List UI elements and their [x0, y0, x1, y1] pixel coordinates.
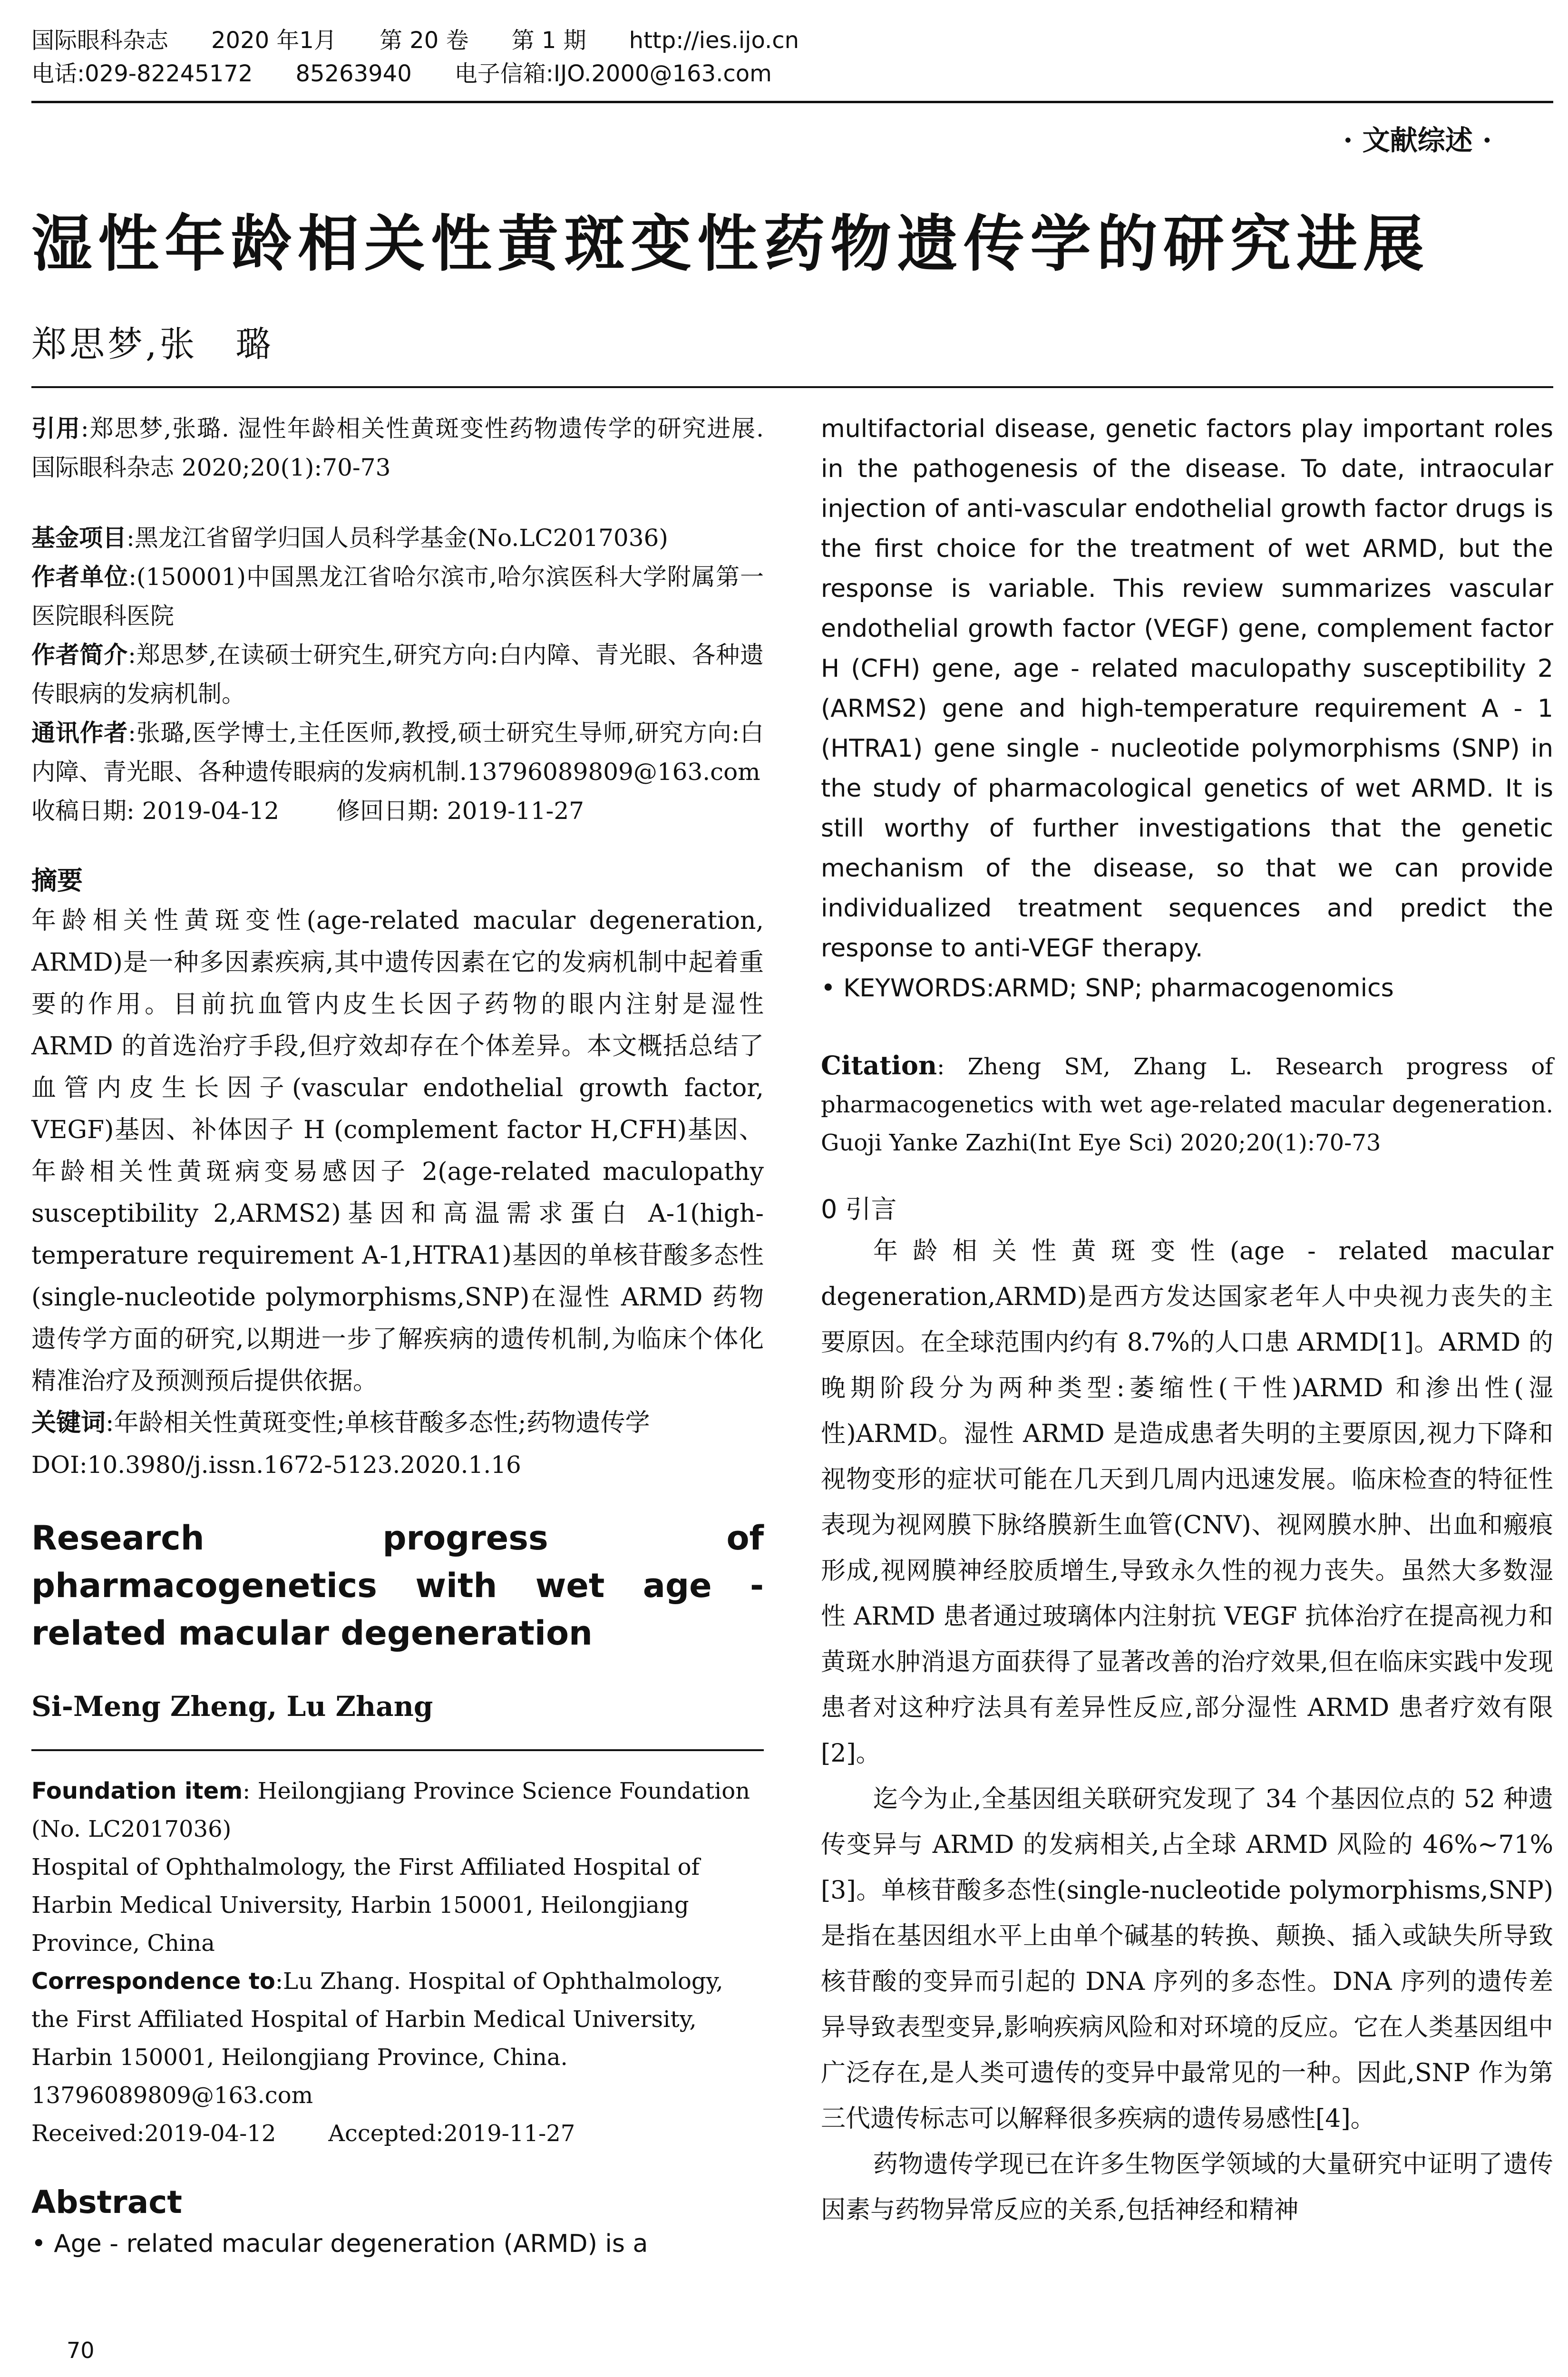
author-unit: 作者单位:(150001)中国黑龙江省哈尔滨市,哈尔滨医科大学附属第一医院眼科医院 — [31, 563, 764, 630]
left-column — [31, 409, 764, 2264]
english-title: Research progress of pharmacogenetics with wet age - related macular degeneration — [31, 1519, 764, 1653]
received-date: 收稿日期: 2019-04-12 — [31, 797, 280, 825]
header-line-1 — [31, 24, 1553, 57]
journal-header — [31, 24, 1553, 90]
abstract-heading-cn: 摘要 — [31, 866, 83, 896]
abstract-heading-en: Abstract — [31, 2184, 182, 2221]
affiliation-en: Hospital of Ophthalmology, the First Affiliated Hospital of Harbin Medical University, Harbin 150001, Heilongjiang Province, China — [31, 1854, 700, 1957]
volume: 第 20 卷 — [379, 27, 469, 54]
right-column — [821, 409, 1553, 2233]
keywords-en: • KEYWORDS:ARMD; SNP; pharmacogenomics — [821, 974, 1394, 1003]
header-line-2 — [31, 57, 1553, 90]
section-label: · 文献综述 · — [1343, 124, 1492, 156]
fund-info: 基金项目:黑龙江省留学归国人员科学基金(No.LC2017036) — [31, 524, 668, 552]
issue-date: 2020 年1月 — [211, 27, 337, 54]
abstract-en-cont: multifactorial disease, genetic factors play important roles in the pathogenesis of the disease. To date, intraocular injection of anti-vascular endothelial growth factor drugs is the first choice for the treatment of wet ARMD, but the response is variable. This review summarizes vascular endothelial growth factor (VEGF) gene, complement factor H (CFH) gene, age - related maculopathy susceptibility 2 (ARMS2) gene and high-temperature requirement A - 1 (HTRA1) gene single - nucleotide polymorphisms (SNP) in the study of pharmacological genetics of wet ARMD. It is still worthy of further investigations that the genetic mechanism of the disease, so that we can provide individualized treatment sequences and predict the response to anti-VEGF therapy. — [821, 415, 1553, 963]
correspondence-en: Correspondence to:Lu Zhang. Hospital of Ophthalmology, the First Affiliated Hospital of Harbin Medical University, Harbin 150001, Heilongjiang Province, China. 13796089809@163.com — [31, 1968, 723, 2109]
page-title: 湿性年龄相关性黄斑变性药物遗传学的研究进展 — [31, 209, 1430, 280]
citation-en: Citation: Zheng SM, Zhang L. Research progress of pharmacogenetics with wet age-related macular degeneration. Guoji Yanke Zazhi(Int Eye Sci) 2020;20(1):70-73 — [821, 1050, 1553, 1156]
revised-date: 修回日期: 2019-11-27 — [336, 797, 584, 825]
phone-2: 85263940 — [295, 60, 412, 87]
intro-paragraph-1: 年龄相关性黄斑变性(age - related macular degeneration,ARMD)是西方发达国家老年人中央视力丧失的主要原因。在全球范围内约有 8.7%的人口患 ARMD[1]。ARMD 的晚期阶段分为两种类型:萎缩性(干性)ARMD 和渗出性(湿性)ARMD。湿性 ARMD 是造成患者失明的主要原因,视力下降和视物变形的症状可能在几天到几周内迅速发展。临床检查的特征性表现为视网膜下脉络膜新生血管(CNV)、视网膜水肿、出血和瘢痕形成,视网膜神经胶质增生,导致永久性的视力丧失。虽然大多数湿性 ARMD 患者通过玻璃体内注射抗 VEGF 抗体治疗在提高视力和黄斑水肿消退方面获得了显著改善的治疗效果,但在临床实践中发现患者对这种疗法具有差异性反应,部分湿性 ARMD 患者疗效有限[2]。 — [821, 1237, 1553, 1768]
english-rule — [31, 1749, 764, 1751]
foundation-item: Foundation item: Heilongjiang Province Science Foundation (No. LC2017036) — [31, 1778, 750, 1842]
keywords-cn: 关键词:年龄相关性黄斑变性;单核苷酸多态性;药物遗传学 — [31, 1409, 650, 1437]
authors: 郑思梦,张 璐 — [31, 324, 274, 365]
corresponding-author: 通讯作者:张璐,医学博士,主任医师,教授,硕士研究生导师,研究方向:白内障、青光眼、各种遗传眼病的发病机制.13796089809@163.com — [31, 719, 764, 786]
journal-url[interactable]: http://ies.ijo.cn — [629, 27, 799, 54]
author-bio: 作者简介:郑思梦,在读硕士研究生,研究方向:白内障、青光眼、各种遗传眼病的发病机制。 — [31, 641, 764, 708]
english-authors: Si-Meng Zheng, Lu Zhang — [31, 1690, 433, 1723]
doi[interactable]: DOI:10.3980/j.issn.1672-5123.2020.1.16 — [31, 1451, 521, 1479]
journal-name: 国际眼科杂志 — [31, 27, 169, 54]
intro-heading: 0 引言 — [821, 1194, 897, 1224]
abstract-en-start: • Age - related macular degeneration (ARMD) is a — [31, 2230, 648, 2258]
intro-paragraph-2: 迄今为止,全基因组关联研究发现了 34 个基因位点的 52 种遗传变异与 ARMD 的发病相关,占全球 ARMD 风险的 46%~71%[3]。单核苷酸多态性(single-nucleotide polymorphisms,SNP)是指在基因组水平上由单个碱基的转换、颠换、插入或缺失所导致核苷酸的变异而引起的 DNA 序列的多态性。DNA 序列的遗传差异导致表型变异,影响疾病风险和对环境的反应。它在人类基因组中广泛存在,是人类可遗传的变异中最常见的一种。因此,SNP 作为第三代遗传标志可以解释很多疾病的遗传易感性[4]。 — [821, 1785, 1553, 2133]
email[interactable]: 电子信箱:IJO.2000@163.com — [454, 60, 772, 87]
issue: 第 1 期 — [511, 27, 586, 54]
page-number: 70 — [67, 2338, 95, 2363]
header-rule — [31, 101, 1553, 103]
abstract-cn: 年龄相关性黄斑变性(age-related macular degeneration, ARMD)是一种多因素疾病,其中遗传因素在它的发病机制中起着重要的作用。目前抗血管内皮生长因子药物的眼内注射是湿性 ARMD 的首选治疗手段,但疗效却存在个体差异。本文概括总结了血管内皮生长因子(vascular endothelial growth factor, VEGF)基因、补体因子 H (complement factor H,CFH)基因、年龄相关性黄斑病变易感因子 2(age-related maculopathy susceptibility 2,ARMS2)基因和高温需求蛋白 A-1(high-temperature requirement A-1,HTRA1)基因的单核苷酸多态性(single-nucleotide polymorphisms,SNP)在湿性 ARMD 药物遗传学方面的研究,以期进一步了解疾病的遗传机制,为临床个体化精准治疗及预测预后提供依据。 — [31, 906, 764, 1395]
phone: 电话:029-82245172 — [31, 60, 253, 87]
title-rule — [31, 386, 1553, 388]
dates-en: Received:2019-04-12 Accepted:2019-11-27 — [31, 2120, 575, 2147]
intro-paragraph-3: 药物遗传学现已在许多生物医学领域的大量研究中证明了遗传因素与药物异常反应的关系,包括神经和精神 — [821, 2150, 1553, 2224]
dates-cn — [31, 791, 764, 830]
citation-cn: 引用:郑思梦,张璐. 湿性年龄相关性黄斑变性药物遗传学的研究进展. 国际眼科杂志 2020;20(1):70-73 — [31, 415, 764, 481]
